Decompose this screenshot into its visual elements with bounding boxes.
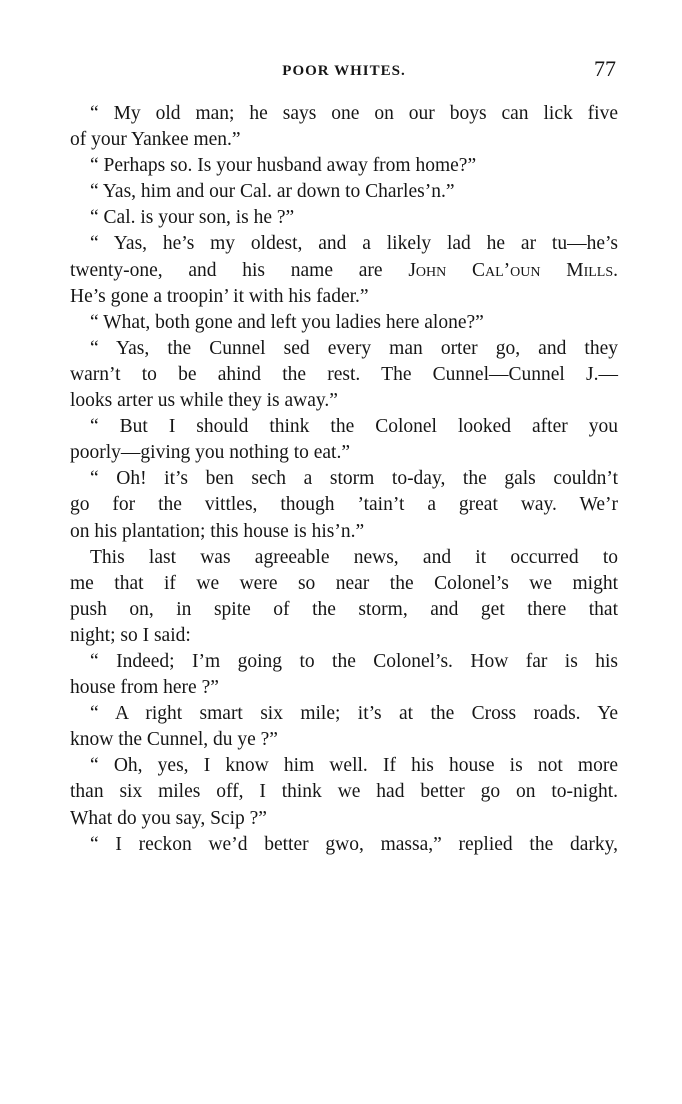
small-caps-name: John Cal’oun Mills. [408, 259, 618, 281]
text-line: “ Perhaps so. Is your husband away from home?” [90, 155, 477, 177]
text-line: “ My old man; he says one on our boys can lick five [90, 103, 618, 124]
running-head [70, 58, 618, 86]
text-line: “ Indeed; I’m going to the Colonel’s. How far is his [90, 650, 618, 672]
text-line: than six miles off, I think we had better go on to-night. [70, 781, 618, 803]
text-line: “ A right smart six mile; it’s at the Cross roads. Ye [90, 703, 618, 725]
text-line: go for the vittles, though ’tain’t a great way. We’r [70, 494, 618, 516]
page-number: 77 [594, 56, 616, 81]
running-title: POOR WHITES. [282, 63, 406, 79]
text-line: twenty-one, and his name are John Cal’oun Mills. [70, 259, 618, 281]
text-line: house from here ?” [70, 677, 219, 699]
text-line: push on, in spite of the storm, and get there that [70, 598, 618, 620]
text-line: “ Oh! it’s ben sech a storm to-day, the gals couldn’t [90, 468, 618, 490]
text-line: This last was agreeable news, and it occurred to [90, 546, 618, 568]
text-line: night; so I said: [70, 624, 191, 646]
text-line: “ I reckon we’d better gwo, massa,” replied the darky, [90, 833, 618, 855]
text-line: What do you say, Scip ?” [70, 807, 267, 829]
text-line: “ Yas, him and our Cal. ar down to Charles’n.” [90, 181, 455, 203]
text-line: me that if we were so near the Colonel’s we might [70, 572, 618, 594]
text-line: He’s gone a troopin’ it with his fader.” [70, 285, 369, 307]
text-line: “ Yas, he’s my oldest, and a likely lad he ar tu—he’s [90, 233, 618, 255]
text-line: “ But I should think the Colonel looked after you [90, 416, 618, 438]
text-line: know the Cunnel, du ye ?” [70, 729, 278, 751]
text-line: “ Cal. is your son, is he ?” [90, 207, 295, 229]
body-text [70, 101, 618, 858]
text-line: looks arter us while they is away.” [70, 390, 338, 412]
text-line: “ Yas, the Cunnel sed every man orter go, and they [90, 337, 618, 359]
text-line: “ What, both gone and left you ladies here alone?” [90, 311, 484, 333]
text-line: of your Yankee men.” [70, 129, 241, 151]
text-line: warn’t to be ahind the rest. The Cunnel—Cunnel J.— [70, 363, 618, 385]
text-line: poorly—giving you nothing to eat.” [70, 442, 351, 464]
text-line: “ Oh, yes, I know him well. If his house is not more [90, 755, 618, 777]
text-line: on his plantation; this house is his’n.” [70, 520, 365, 542]
